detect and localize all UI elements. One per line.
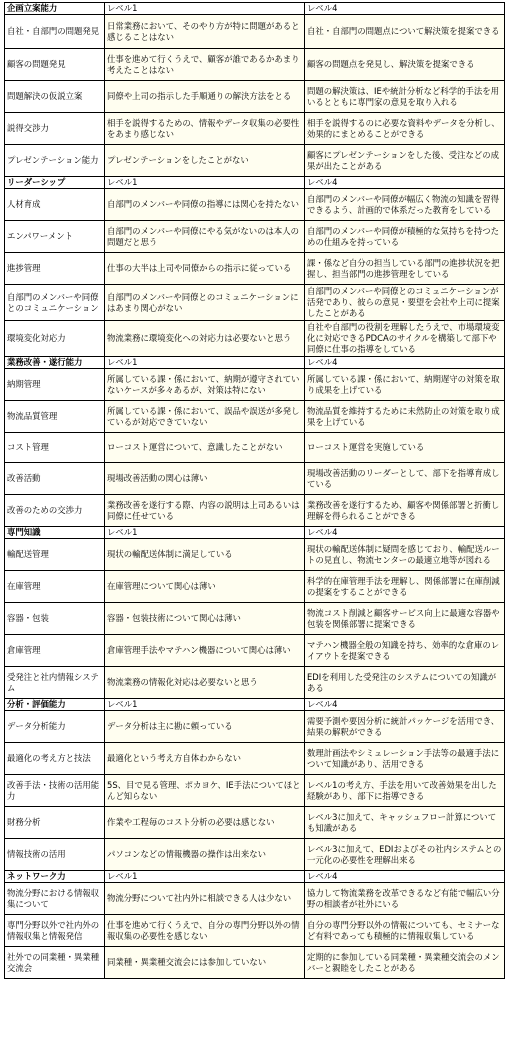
level1-description: 業務改善を遂行する際、内容の説明は上司あるいは同僚に任せている — [105, 495, 305, 527]
table-row — [5, 947, 505, 979]
table-row — [5, 807, 505, 839]
level1-description: ローコスト運営について、意識したことがない — [105, 433, 305, 463]
table-row — [5, 743, 505, 775]
competency-item: 受発注と社内情報システム — [5, 667, 105, 699]
table-row — [5, 667, 505, 699]
level4-description: 自社や自部門の役割を理解したうえで、市場環境変化に対応できるPDCAのサイクルを構築して部下や同僚に仕事の指導をしている — [305, 321, 505, 357]
competency-item: 最適化の考え方と技法 — [5, 743, 105, 775]
level1-description: 同僚や上司の指示した手順通りの解決方法をとる — [105, 81, 305, 113]
table-row — [5, 603, 505, 635]
competency-item: 物流品質管理 — [5, 401, 105, 433]
table-row — [5, 883, 505, 915]
table-row — [5, 775, 505, 807]
competency-item: 改善のための交渉力 — [5, 495, 105, 527]
competency-item: 自部門のメンバーや同僚とのコミュニケーション — [5, 285, 105, 321]
table-row — [5, 539, 505, 571]
level1-description: 日常業務において、そのやり方が特に問題があると感じることはない — [105, 15, 305, 49]
table-row — [5, 369, 505, 401]
competency-item: 社外での同業種・異業種交流会 — [5, 947, 105, 979]
table-row — [5, 253, 505, 285]
competency-item: 輸配送管理 — [5, 539, 105, 571]
table-row — [5, 321, 505, 357]
section-header-row — [5, 527, 505, 539]
level4-description: EDIを利用した受発注のシステムについての知識がある — [305, 667, 505, 699]
level4-description: レベル1の考え方、手法を用いて改善効果を出した経験があり、部下に指導できる — [305, 775, 505, 807]
level1-description: 5S、目で見る管理、ポカヨケ、IE手法についてほとんど知らない — [105, 775, 305, 807]
level1-description: 自部門のメンバーや同僚の指導には関心を持たない — [105, 189, 305, 221]
level4-description: 自部門のメンバーや同僚が積極的な気持ちを持つための仕組みを持っている — [305, 221, 505, 253]
level1-header: レベル1 — [105, 699, 305, 711]
table-row — [5, 463, 505, 495]
competency-item: データ分析能力 — [5, 711, 105, 743]
table-row — [5, 221, 505, 253]
level4-description: 自社・自部門の問題点について解決策を提案できる — [305, 15, 505, 49]
competency-item: 人材育成 — [5, 189, 105, 221]
section-title: 分析・評価能力 — [5, 699, 105, 711]
section-title: 専門知識 — [5, 527, 105, 539]
table-row — [5, 113, 505, 145]
competency-table — [4, 2, 505, 979]
level4-description: 現場改善活動のリーダーとして、部下を指導育成している — [305, 463, 505, 495]
competency-item: 情報技術の活用 — [5, 839, 105, 871]
competency-item: 容器・包装 — [5, 603, 105, 635]
level4-header: レベル4 — [305, 699, 505, 711]
level1-description: 現状の輸配送体制に満足している — [105, 539, 305, 571]
competency-item: 環境変化対応力 — [5, 321, 105, 357]
section-header-row — [5, 177, 505, 189]
level4-description: 自部門のメンバーや同僚が幅広く物流の知識を習得できるよう、計画的で体系だった教育をしている — [305, 189, 505, 221]
level4-description: 顧客にプレゼンテーションをした後、受注などの成果が出たことがある — [305, 145, 505, 177]
level4-header: レベル4 — [305, 357, 505, 369]
level4-description: 所属している課・係において、納期遅守の対策を取り成果を上げている — [305, 369, 505, 401]
level4-description: 顧客の問題点を発見し、解決策を提案できる — [305, 49, 505, 81]
level4-description: 物流品質を維持するために未然防止の対策を取り成果を上げている — [305, 401, 505, 433]
section-header-row — [5, 699, 505, 711]
level1-header: レベル1 — [105, 3, 305, 15]
level4-description: 課・係など自分の担当している部門の進捗状況を把握し、担当部門の進捗管理をしている — [305, 253, 505, 285]
table-row — [5, 571, 505, 603]
level1-description: 現場改善活動の関心は薄い — [105, 463, 305, 495]
level4-header: レベル4 — [305, 177, 505, 189]
level4-description: 自分の専門分野以外の情報についても、セミナーなど有料であっても積極的に情報収集している — [305, 915, 505, 947]
level4-description: 数理計画法やシミュレーション手法等の最適手法について知識があり、活用できる — [305, 743, 505, 775]
level4-description: 科学的在庫管理手法を理解し、関係部署に在庫削減の提案をすることができる — [305, 571, 505, 603]
competency-item: 顧客の問題発見 — [5, 49, 105, 81]
competency-item: 物流分野における情報収集について — [5, 883, 105, 915]
level1-description: 倉庫管理手法やマテハン機器について関心は薄い — [105, 635, 305, 667]
competency-item: エンパワーメント — [5, 221, 105, 253]
level4-description: ローコスト運営を実施している — [305, 433, 505, 463]
level4-description: 物流コスト削減と顧客サービス向上に最適な容器や包装を関係部署に提案できる — [305, 603, 505, 635]
level4-header: レベル4 — [305, 527, 505, 539]
level4-description: 需要予測や要因分析に統計パッケージを活用でき、結果の解釈ができる — [305, 711, 505, 743]
level4-description: 現状の輸配送体制に疑問を感じており、輸配送ルートの見直し、物流センターの最適立地等が図れる — [305, 539, 505, 571]
table-row — [5, 15, 505, 49]
level1-description: 物流業務の情報化対応は必要ないと思う — [105, 667, 305, 699]
level4-header: レベル4 — [305, 3, 505, 15]
level4-description: レベル3に加えて、キャッシュフロー計算についても知識がある — [305, 807, 505, 839]
competency-item: 説得交渉力 — [5, 113, 105, 145]
competency-item: 財務分析 — [5, 807, 105, 839]
table-row — [5, 49, 505, 81]
table-row — [5, 711, 505, 743]
level4-description: 定期的に参加している同業種・異業種交流会のメンバーと親睦をしたことがある — [305, 947, 505, 979]
level1-description: 仕事を進めて行くうえで、顧客が誰であるかあまり考えたことはない — [105, 49, 305, 81]
table-row — [5, 839, 505, 871]
table-row — [5, 495, 505, 527]
table-row — [5, 189, 505, 221]
competency-item: 問題解決の仮説立案 — [5, 81, 105, 113]
competency-table-body — [5, 3, 505, 979]
level4-description: 協力して物流業務を改革できるなど有能で幅広い分野の相談者が社外にいる — [305, 883, 505, 915]
level1-description: 仕事を進めて行くうえで、自分の専門分野以外の情報収集の必要性を感じない — [105, 915, 305, 947]
competency-item: 改善手法・技術の活用能力 — [5, 775, 105, 807]
competency-item: 倉庫管理 — [5, 635, 105, 667]
table-row — [5, 635, 505, 667]
competency-item: 納期管理 — [5, 369, 105, 401]
level4-description: 業務改善を遂行するため、顧客や関係部署と折衝し理解を得られることができる — [305, 495, 505, 527]
level1-description: 自部門のメンバーや同僚にやる気がないのは本人の問題だと思う — [105, 221, 305, 253]
section-header-row — [5, 871, 505, 883]
section-title: 業務改善・遂行能力 — [5, 357, 105, 369]
level1-description: プレゼンテーションをしたことがない — [105, 145, 305, 177]
level1-description: データ分析は主に勘に頼っている — [105, 711, 305, 743]
table-row — [5, 401, 505, 433]
level1-header: レベル1 — [105, 177, 305, 189]
level1-description: 所属している課・係において、誤品や誤送が多発しているが対応できていない — [105, 401, 305, 433]
level1-description: 容器・包装技術について関心は薄い — [105, 603, 305, 635]
level1-header: レベル1 — [105, 357, 305, 369]
level1-description: 作業や工程毎のコスト分析の必要は感じない — [105, 807, 305, 839]
level4-description: マテハン機器全般の知識を持ち、効率的な倉庫のレイアウトを提案できる — [305, 635, 505, 667]
level4-description: レベル3に加えて、EDIおよびその社内システムとの一元化の必要性を理解出来る — [305, 839, 505, 871]
level1-description: 物流業務に環境変化への対応力は必要ないと思う — [105, 321, 305, 357]
level1-description: 在庫管理について関心は薄い — [105, 571, 305, 603]
section-header-row — [5, 3, 505, 15]
level4-header: レベル4 — [305, 871, 505, 883]
competency-item: 専門分野以外で社内外の情報収集と情報発信 — [5, 915, 105, 947]
competency-item: 自社・自部門の問題発見 — [5, 15, 105, 49]
level1-description: 所属している課・係において、納期が遵守されていないケースが多々あるが、対策は特にない — [105, 369, 305, 401]
section-title: ネットワーク力 — [5, 871, 105, 883]
level4-description: 問題の解決策は、IEや統計分析など科学的手法を用いるとともに専門家の意見を取り入れる — [305, 81, 505, 113]
table-row — [5, 81, 505, 113]
level1-description: 相手を説得するための、情報やデータ収集の必要性をあまり感じない — [105, 113, 305, 145]
competency-item: 在庫管理 — [5, 571, 105, 603]
table-row — [5, 433, 505, 463]
competency-item: 進捗管理 — [5, 253, 105, 285]
section-title: 企画立案能力 — [5, 3, 105, 15]
competency-item: プレゼンテーション能力 — [5, 145, 105, 177]
section-header-row — [5, 357, 505, 369]
level1-header: レベル1 — [105, 527, 305, 539]
level4-description: 自部門のメンバーや同僚とのコミュニケーションが活発であり、彼らの意見・要望を会社や上司に提案したことがある — [305, 285, 505, 321]
competency-item: 改善活動 — [5, 463, 105, 495]
competency-table-sheet — [4, 2, 504, 979]
level1-description: 物流分野について社内外に相談できる人は少ない — [105, 883, 305, 915]
table-row — [5, 285, 505, 321]
level1-header: レベル1 — [105, 871, 305, 883]
level1-description: パソコンなどの情報機器の操作は出来ない — [105, 839, 305, 871]
level1-description: 同業種・異業種交流会には参加していない — [105, 947, 305, 979]
section-title: リーダーシップ — [5, 177, 105, 189]
table-row — [5, 145, 505, 177]
level1-description: 自部門のメンバーや同僚とのコミュニケーションにはあまり関心がない — [105, 285, 305, 321]
level1-description: 最適化という考え方自体わからない — [105, 743, 305, 775]
table-row — [5, 915, 505, 947]
competency-item: コスト管理 — [5, 433, 105, 463]
level1-description: 仕事の大半は上司や同僚からの指示に従っている — [105, 253, 305, 285]
level4-description: 相手を説得するのに必要な資料やデータを分析し、効果的にまとめることができる — [305, 113, 505, 145]
